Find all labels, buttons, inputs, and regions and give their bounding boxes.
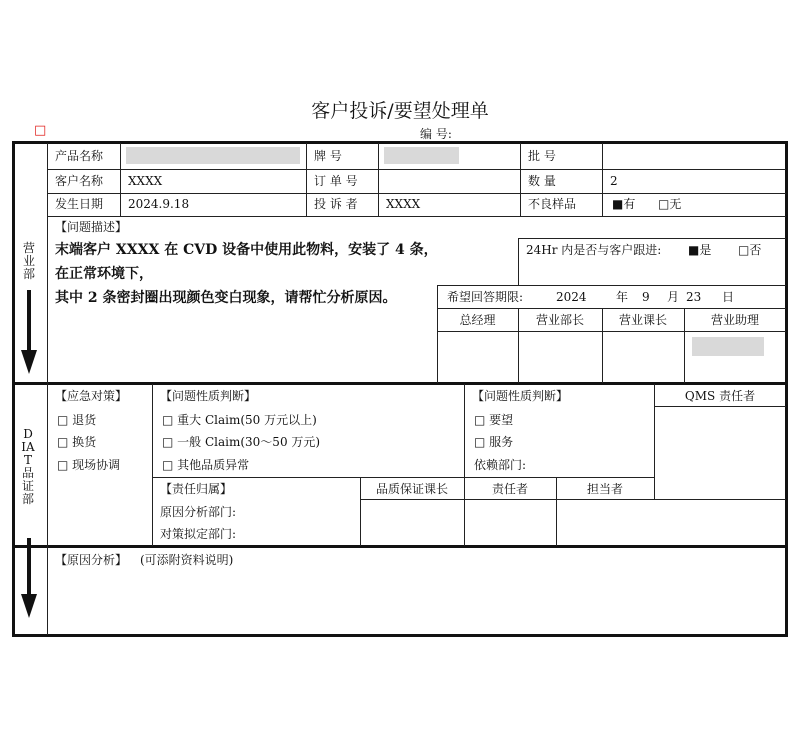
- page-title: 客户投诉/要望处理单: [311, 100, 489, 122]
- frame-top: [12, 141, 787, 144]
- cause-analysis-note: (可添附资料说明): [140, 553, 234, 567]
- problem-nature-major-claim[interactable]: □ 重大 Claim(50 万元以上): [162, 413, 317, 427]
- customer-name-label: 客户名称: [55, 174, 104, 188]
- problem-description-line-2: 在正常环境下，: [55, 266, 153, 282]
- serial-number-label: 编 号:: [420, 127, 452, 141]
- problem-nature-label: 【问题性质判断】: [160, 389, 257, 403]
- frame-bottom: [12, 634, 787, 637]
- qa-dept-label: DIAT品证部: [21, 427, 35, 506]
- defect-sample-yes[interactable]: ■有: [612, 197, 636, 211]
- qms-owner-label: QMS 责任者: [684, 389, 756, 403]
- reply-deadline-day-unit: 日: [722, 290, 735, 304]
- emergency-option-onsite[interactable]: □ 现场协调: [57, 458, 121, 472]
- complainant-label: 投 诉 者: [314, 197, 358, 211]
- emergency-measures-label: 【应急对策】: [55, 389, 128, 403]
- section-divider-2: [12, 545, 787, 548]
- reply-deadline-month: 9: [642, 290, 650, 304]
- customer-name-value: XXXX: [128, 174, 163, 188]
- section-divider-1: [12, 382, 787, 385]
- product-name-redacted: [126, 147, 300, 164]
- brand-redacted: [384, 147, 459, 164]
- frame-left: [12, 141, 15, 637]
- sign-header-sales-director: 营业部长: [535, 313, 584, 327]
- quantity-label: 数 量: [528, 174, 556, 188]
- sales-dept-label: 营业部: [22, 241, 35, 281]
- reply-deadline-day: 23: [686, 290, 702, 304]
- problem-description-line-1: 末端客户 XXXX 在 CVD 设备中使用此物料，安装了 4 条，: [55, 242, 438, 258]
- problem-nature-service[interactable]: □ 服务: [474, 435, 514, 449]
- sign-header-general-manager: 总经理: [459, 313, 496, 327]
- brand-label: 牌 号: [314, 149, 342, 163]
- occurrence-date-value: 2024.9.18: [128, 197, 190, 211]
- dependent-dept-label: 依赖部门:: [474, 458, 527, 472]
- followup-label: 24Hr 内是否与客户跟进:: [526, 243, 662, 257]
- resp-header-handler: 担当者: [586, 482, 623, 496]
- batch-label: 批 号: [528, 149, 556, 163]
- sales-assistant-signature-redacted: [692, 337, 764, 356]
- sign-header-sales-manager: 营业课长: [618, 313, 667, 327]
- responsibility-label: 【责任归属】: [160, 482, 233, 496]
- quantity-value: 2: [610, 174, 618, 188]
- defect-sample-label: 不良样品: [528, 197, 577, 211]
- order-number-label: 订 单 号: [314, 174, 358, 188]
- occurrence-date-label: 发生日期: [55, 197, 104, 211]
- emergency-option-return[interactable]: □ 退货: [57, 413, 97, 427]
- emergency-option-exchange[interactable]: □ 换货: [57, 435, 97, 449]
- analysis-down-arrow-icon: [19, 538, 39, 618]
- problem-nature-label-2: 【问题性质判断】: [472, 389, 569, 403]
- complainant-value: XXXX: [386, 197, 421, 211]
- problem-description-line-3: 其中 2 条密封圈出现颜色变白现象，请帮忙分析原因。: [55, 290, 397, 306]
- reply-deadline-month-unit: 月: [667, 290, 680, 304]
- cause-analysis-label: 【原因分析】: [55, 553, 128, 567]
- problem-nature-general-claim[interactable]: □ 一般 Claim(30～50 万元): [162, 435, 321, 449]
- resp-header-responsible: 责任者: [491, 482, 528, 496]
- followup-yes[interactable]: ■是: [688, 243, 712, 257]
- measure-dept-label: 对策拟定部门:: [160, 527, 237, 541]
- followup-no[interactable]: □否: [738, 243, 762, 257]
- problem-description-label: 【问题描述】: [55, 220, 128, 234]
- sales-down-arrow-icon: [19, 290, 39, 374]
- reply-deadline-label: 希望回答期限:: [447, 290, 524, 304]
- sign-header-sales-assistant: 营业助理: [710, 313, 759, 327]
- cause-analysis-dept-label: 原因分析部门:: [160, 505, 237, 519]
- defect-sample-no[interactable]: □无: [658, 197, 682, 211]
- reply-deadline-year: 2024: [556, 290, 587, 304]
- corner-mark-icon: □: [34, 123, 47, 138]
- resp-header-qa-manager: 品质保证课长: [375, 482, 448, 496]
- reply-deadline-year-unit: 年: [616, 290, 629, 304]
- problem-nature-other[interactable]: □ 其他品质异常: [162, 458, 250, 472]
- product-name-label: 产品名称: [55, 149, 104, 163]
- problem-nature-request[interactable]: □ 要望: [474, 413, 514, 427]
